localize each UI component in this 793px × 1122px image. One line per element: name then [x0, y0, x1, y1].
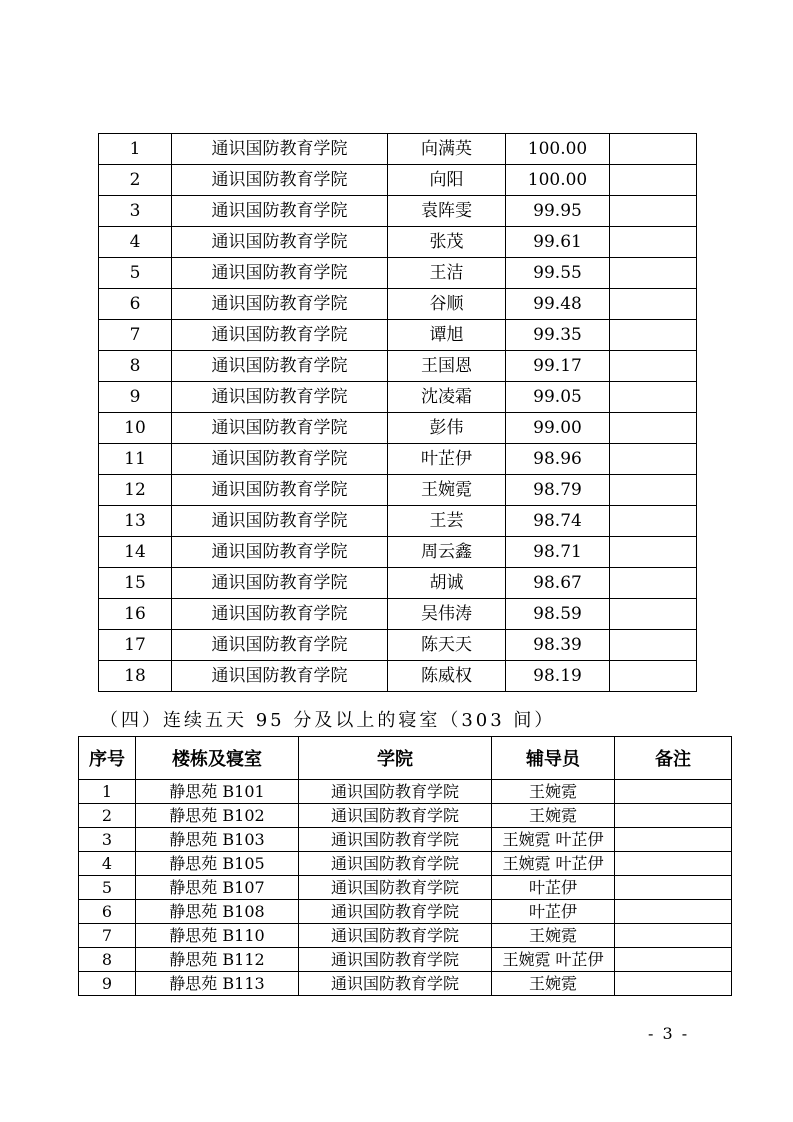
cell-name: 陈威权	[388, 661, 506, 692]
cell-remarks	[610, 289, 697, 320]
cell-score: 99.95	[506, 196, 610, 227]
cell-index: 5	[99, 258, 172, 289]
cell-remarks	[610, 196, 697, 227]
cell-name: 吴伟涛	[388, 599, 506, 630]
cell-remarks	[610, 568, 697, 599]
cell-college: 通识国防教育学院	[299, 804, 492, 828]
cell-college: 通识国防教育学院	[172, 630, 388, 661]
header-cell-index: 序号	[79, 737, 136, 780]
table-row	[99, 165, 697, 196]
cell-index: 6	[99, 289, 172, 320]
cell-counselor: 王婉霓	[492, 780, 615, 804]
cell-index: 5	[79, 876, 136, 900]
cell-score: 98.74	[506, 506, 610, 537]
cell-remarks	[610, 506, 697, 537]
cell-index: 9	[99, 382, 172, 413]
cell-score: 99.00	[506, 413, 610, 444]
table-row	[99, 320, 697, 351]
header-cell-counselor: 辅导员	[492, 737, 615, 780]
cell-score: 98.19	[506, 661, 610, 692]
table-row	[79, 900, 732, 924]
cell-score: 98.79	[506, 475, 610, 506]
cell-index: 4	[79, 852, 136, 876]
cell-index: 2	[99, 165, 172, 196]
cell-name: 王国恩	[388, 351, 506, 382]
cell-building-room: 静思苑 B110	[136, 924, 299, 948]
cell-counselor: 叶芷伊	[492, 900, 615, 924]
cell-score: 98.71	[506, 537, 610, 568]
cell-name: 谭旭	[388, 320, 506, 351]
table-row	[99, 475, 697, 506]
cell-remarks	[615, 924, 732, 948]
cell-index: 17	[99, 630, 172, 661]
cell-name: 叶芷伊	[388, 444, 506, 475]
table-row	[99, 289, 697, 320]
cell-building-room: 静思苑 B101	[136, 780, 299, 804]
table-row	[99, 382, 697, 413]
table-row	[79, 804, 732, 828]
cell-remarks	[610, 413, 697, 444]
cell-name: 陈天天	[388, 630, 506, 661]
cell-index: 1	[79, 780, 136, 804]
cell-name: 胡诚	[388, 568, 506, 599]
cell-score: 98.39	[506, 630, 610, 661]
cell-remarks	[610, 227, 697, 258]
cell-score: 98.59	[506, 599, 610, 630]
cell-counselor: 王婉霓 叶芷伊	[492, 828, 615, 852]
cell-remarks	[610, 134, 697, 165]
cell-college: 通识国防教育学院	[172, 444, 388, 475]
cell-remarks	[615, 828, 732, 852]
table-row	[99, 258, 697, 289]
cell-college: 通识国防教育学院	[172, 165, 388, 196]
cell-college: 通识国防教育学院	[172, 413, 388, 444]
table-row	[99, 444, 697, 475]
cell-remarks	[610, 165, 697, 196]
table-row	[79, 924, 732, 948]
cell-score: 99.35	[506, 320, 610, 351]
score-table	[98, 133, 697, 692]
cell-name: 向满英	[388, 134, 506, 165]
cell-building-room: 静思苑 B103	[136, 828, 299, 852]
cell-counselor: 王婉霓	[492, 924, 615, 948]
cell-index: 3	[99, 196, 172, 227]
table-row	[99, 227, 697, 258]
cell-counselor: 叶芷伊	[492, 876, 615, 900]
cell-building-room: 静思苑 B105	[136, 852, 299, 876]
page-number: - 3 -	[648, 1024, 690, 1043]
cell-remarks	[610, 661, 697, 692]
cell-remarks	[615, 852, 732, 876]
cell-remarks	[615, 780, 732, 804]
table-row	[99, 506, 697, 537]
cell-score: 99.61	[506, 227, 610, 258]
cell-index: 9	[79, 972, 136, 996]
table-row	[99, 568, 697, 599]
cell-index: 3	[79, 828, 136, 852]
cell-name: 谷顺	[388, 289, 506, 320]
cell-name: 王芸	[388, 506, 506, 537]
cell-college: 通识国防教育学院	[299, 948, 492, 972]
cell-score: 98.67	[506, 568, 610, 599]
cell-building-room: 静思苑 B102	[136, 804, 299, 828]
table-row	[99, 413, 697, 444]
cell-name: 王洁	[388, 258, 506, 289]
cell-index: 7	[79, 924, 136, 948]
cell-score: 100.00	[506, 134, 610, 165]
header-cell-college: 学院	[299, 737, 492, 780]
cell-score: 98.96	[506, 444, 610, 475]
cell-college: 通识国防教育学院	[172, 320, 388, 351]
dorm-table-body	[79, 780, 732, 996]
cell-college: 通识国防教育学院	[172, 506, 388, 537]
table-row	[79, 780, 732, 804]
cell-building-room: 静思苑 B108	[136, 900, 299, 924]
cell-index: 11	[99, 444, 172, 475]
table-row	[79, 972, 732, 996]
cell-index: 10	[99, 413, 172, 444]
cell-index: 14	[99, 537, 172, 568]
cell-score: 99.05	[506, 382, 610, 413]
cell-college: 通识国防教育学院	[172, 599, 388, 630]
cell-remarks	[610, 630, 697, 661]
cell-index: 2	[79, 804, 136, 828]
cell-college: 通识国防教育学院	[299, 972, 492, 996]
cell-college: 通识国防教育学院	[299, 780, 492, 804]
cell-college: 通识国防教育学院	[172, 568, 388, 599]
cell-college: 通识国防教育学院	[299, 924, 492, 948]
cell-remarks	[610, 320, 697, 351]
cell-name: 袁阵雯	[388, 196, 506, 227]
cell-remarks	[610, 475, 697, 506]
cell-college: 通识国防教育学院	[172, 289, 388, 320]
table-row	[99, 599, 697, 630]
cell-remarks	[615, 948, 732, 972]
cell-name: 向阳	[388, 165, 506, 196]
cell-remarks	[610, 258, 697, 289]
cell-index: 1	[99, 134, 172, 165]
table-row	[79, 948, 732, 972]
cell-remarks	[610, 351, 697, 382]
cell-college: 通识国防教育学院	[172, 475, 388, 506]
cell-index: 13	[99, 506, 172, 537]
cell-college: 通识国防教育学院	[172, 382, 388, 413]
cell-college: 通识国防教育学院	[299, 828, 492, 852]
dorm-table-header-row	[79, 737, 732, 780]
table-row	[99, 630, 697, 661]
cell-remarks	[610, 444, 697, 475]
cell-counselor: 王婉霓 叶芷伊	[492, 948, 615, 972]
cell-college: 通识国防教育学院	[172, 227, 388, 258]
cell-college: 通识国防教育学院	[172, 537, 388, 568]
cell-college: 通识国防教育学院	[172, 351, 388, 382]
cell-counselor: 王婉霓	[492, 972, 615, 996]
score-table-body	[99, 134, 697, 692]
header-cell-remarks: 备注	[615, 737, 732, 780]
table-row	[99, 134, 697, 165]
cell-remarks	[610, 599, 697, 630]
cell-index: 12	[99, 475, 172, 506]
cell-index: 8	[99, 351, 172, 382]
cell-remarks	[615, 804, 732, 828]
table-row	[99, 661, 697, 692]
cell-score: 99.55	[506, 258, 610, 289]
dorm-table	[78, 736, 732, 996]
cell-index: 4	[99, 227, 172, 258]
table-row	[99, 537, 697, 568]
cell-name: 彭伟	[388, 413, 506, 444]
cell-index: 16	[99, 599, 172, 630]
cell-college: 通识国防教育学院	[172, 196, 388, 227]
cell-college: 通识国防教育学院	[299, 900, 492, 924]
cell-college: 通识国防教育学院	[172, 258, 388, 289]
cell-remarks	[610, 382, 697, 413]
cell-name: 周云鑫	[388, 537, 506, 568]
cell-college: 通识国防教育学院	[299, 876, 492, 900]
cell-name: 王婉霓	[388, 475, 506, 506]
cell-college: 通识国防教育学院	[172, 661, 388, 692]
cell-remarks	[615, 876, 732, 900]
cell-counselor: 王婉霓 叶芷伊	[492, 852, 615, 876]
cell-index: 7	[99, 320, 172, 351]
cell-score: 100.00	[506, 165, 610, 196]
table-row	[79, 876, 732, 900]
cell-remarks	[610, 537, 697, 568]
cell-name: 沈凌霜	[388, 382, 506, 413]
cell-building-room: 静思苑 B107	[136, 876, 299, 900]
cell-index: 15	[99, 568, 172, 599]
header-cell-building-room: 楼栋及寝室	[136, 737, 299, 780]
table-row	[79, 828, 732, 852]
table-row	[79, 852, 732, 876]
cell-remarks	[615, 972, 732, 996]
cell-remarks	[615, 900, 732, 924]
section-heading: （四）连续五天 95 分及以上的寝室（303 间）	[100, 710, 556, 731]
table-row	[99, 351, 697, 382]
cell-building-room: 静思苑 B113	[136, 972, 299, 996]
cell-index: 18	[99, 661, 172, 692]
cell-building-room: 静思苑 B112	[136, 948, 299, 972]
table-row	[99, 196, 697, 227]
cell-score: 99.48	[506, 289, 610, 320]
cell-college: 通识国防教育学院	[172, 134, 388, 165]
cell-name: 张茂	[388, 227, 506, 258]
cell-college: 通识国防教育学院	[299, 852, 492, 876]
cell-index: 6	[79, 900, 136, 924]
cell-index: 8	[79, 948, 136, 972]
cell-score: 99.17	[506, 351, 610, 382]
cell-counselor: 王婉霓	[492, 804, 615, 828]
